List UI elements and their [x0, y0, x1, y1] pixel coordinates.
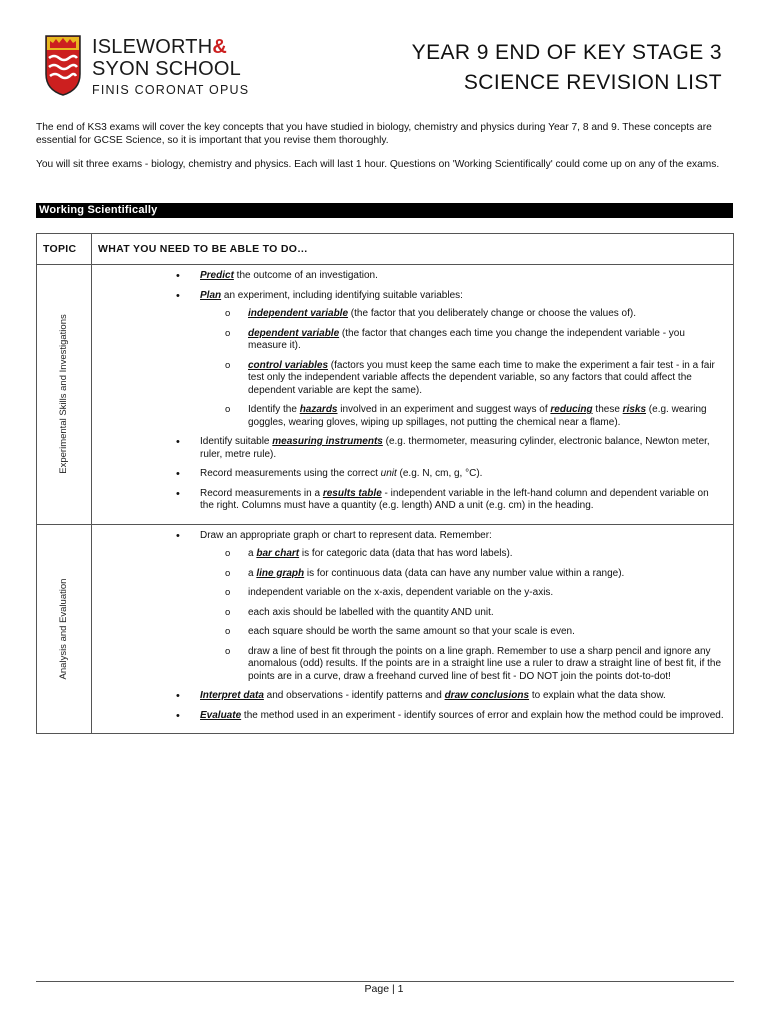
keyword: dependent variable: [248, 327, 340, 339]
item-text: involved in an experiment and suggest ways of: [337, 404, 551, 415]
page-title: [412, 38, 722, 98]
keyword: results table: [322, 487, 382, 499]
page-header: [36, 30, 734, 110]
sub-list-item: [92, 568, 725, 581]
keyword: measuring instruments: [272, 436, 383, 447]
list-item: [92, 710, 725, 723]
school-name: [92, 36, 249, 97]
keyword: draw conclusions: [444, 690, 530, 701]
sub-list-item: o each square should be worth the same amount so that your scale is even.: [92, 626, 725, 639]
keyword: reducing: [550, 404, 593, 415]
keyword: Predict: [200, 270, 234, 281]
keyword: independent variable: [248, 308, 349, 319]
sub-list-item: [92, 328, 725, 353]
intro-paragraph-2: You will sit three exams - biology, chemistry and physics. Each will last 1 hour. Questions on 'Working Scientifically' could come up on any of the exams.: [36, 159, 720, 170]
content-cell: [92, 524, 734, 734]
item-text: Record measurements using the correct: [200, 468, 381, 479]
list-item: [92, 290, 725, 430]
keyword: line graph: [256, 567, 305, 579]
item-text: (e.g. wearing goggles, wearing gloves, wiping up spillages, not putting the chemical near a flame).: [248, 404, 707, 428]
school-name-line2: SYON SCHOOL: [92, 58, 241, 80]
topic-label-experimental-skills: Experimental Skills and Investigations: [57, 314, 69, 474]
item-text: a: [248, 548, 257, 559]
topic-label-analysis-evaluation: Analysis and Evaluation: [57, 578, 69, 680]
sub-list-item: [92, 404, 725, 429]
sub-list-item: [92, 308, 725, 321]
section-heading-working-scientifically: Working Scientifically: [36, 203, 733, 218]
item-text: these: [592, 404, 623, 415]
sub-list-item: o each axis should be labelled with the quantity AND unit.: [92, 607, 725, 620]
content-cell: [92, 265, 734, 525]
list-item: [92, 270, 725, 283]
list-item: [92, 436, 725, 461]
topic-cell: [37, 265, 92, 525]
topic-cell: [37, 524, 92, 734]
keyword: hazards: [299, 404, 338, 415]
school-name-line1: ISLEWORTH: [92, 36, 213, 58]
intro-paragraph-1: The end of KS3 exams will cover the key concepts that you have studied in biology, chemistry and physics during Year 7, 8 and 9. These concepts are essential for GCSE Science, so it is important that you revise them thoroughly.: [36, 122, 712, 146]
sub-list-item: [92, 548, 725, 561]
item-text: is for continuous data (data can have any number value within a range).: [304, 567, 625, 579]
sub-list-item: [92, 360, 725, 398]
item-text: the outcome of an investigation.: [233, 270, 378, 281]
table-row: [37, 524, 734, 734]
item-text: (the factor that changes each time you change the independent variable - you measure it).: [248, 327, 685, 351]
item-text: (factors you must keep the same each time to make the experiment a fair test - in a fair test only the independent variable affects the dependent variable, so any factors that could affect the dependent variable are kept the same).: [248, 359, 715, 396]
intro-text: [36, 121, 734, 182]
keyword: Interpret data: [200, 690, 264, 701]
italic-term: unit: [380, 468, 397, 479]
item-text: (the factor that you deliberately change or choose the values of).: [348, 308, 636, 319]
school-name-ampersand: &: [212, 36, 227, 58]
keyword: risks: [622, 404, 647, 415]
keyword: control variables: [248, 359, 329, 371]
list-item: [92, 468, 725, 481]
sub-list-item: o draw a line of best fit through the points on a line graph. Remember to use a sharp pencil and ignore any anomalous (odd) results. If the points are in a straight line use a ruler to draw a straight line of best fit, if the points are in a curve, draw a freehand curved line of best fit - DO NOT join the points dot-to-dot!: [92, 646, 725, 684]
item-text: (e.g. thermometer, measuring cylinder, electronic balance, Newton meter, ruler, metre rule).: [200, 436, 710, 460]
page-title-line1: YEAR 9 END OF KEY STAGE 3: [411, 41, 722, 64]
list-item: [92, 530, 725, 684]
keyword: Plan: [200, 289, 222, 301]
column-header-topic: TOPIC: [37, 234, 92, 265]
item-text: an experiment, including identifying suitable variables:: [221, 289, 463, 301]
page-title-line2: SCIENCE REVISION LIST: [463, 71, 722, 94]
school-motto: FINIS CORONAT OPUS: [92, 83, 250, 97]
school-crest-icon: [44, 34, 82, 96]
item-text: and observations - identify patterns and: [263, 690, 445, 701]
list-item: [92, 690, 725, 703]
keyword: bar chart: [256, 548, 300, 559]
item-text: a: [248, 567, 257, 579]
item-text: - independent variable in the left-hand column and dependent variable on the right. Columns must have a quantity (e.g. length) AND a unit (e.g. cm) in the heading.: [200, 487, 709, 511]
footer-divider: [36, 981, 734, 982]
column-header-what: WHAT YOU NEED TO BE ABLE TO DO…: [92, 234, 734, 265]
item-text: Identify the: [248, 404, 300, 415]
item-text: the method used in an experiment - identify sources of error and explain how the method could be improved.: [241, 709, 724, 721]
list-item: [92, 488, 725, 513]
sub-list-item: o independent variable on the x-axis, dependent variable on the y-axis.: [92, 587, 725, 600]
item-text: is for categoric data (data that has word labels).: [299, 548, 513, 559]
revision-table: [36, 233, 734, 734]
keyword: Evaluate: [200, 709, 242, 721]
item-text: Identify suitable: [200, 436, 273, 447]
table-header-row: [37, 234, 734, 265]
item-text: Draw an appropriate graph or chart to represent data. Remember:: [200, 529, 492, 541]
item-text: to explain what the data show.: [529, 690, 666, 701]
item-text: (e.g. N, cm, g, °C).: [396, 468, 483, 479]
page-number: Page | 1: [364, 983, 404, 995]
item-text: Record measurements in a: [200, 487, 323, 499]
table-row: [37, 265, 734, 525]
